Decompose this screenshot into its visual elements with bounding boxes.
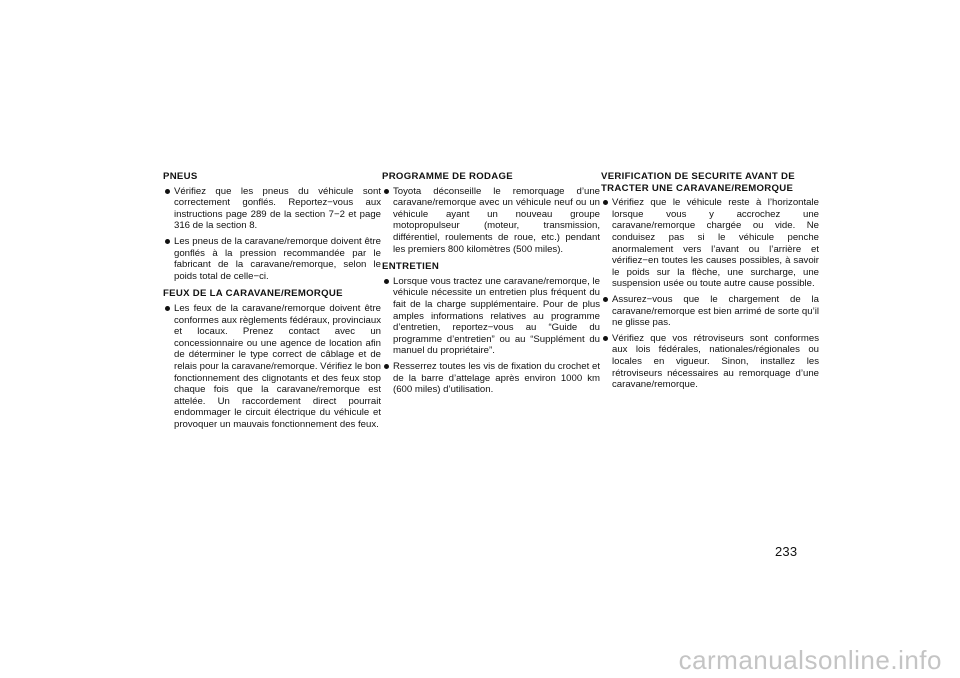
heading-feux: FEUX DE LA CARAVANE/REMORQUE (163, 288, 343, 300)
bullet-item (163, 236, 381, 282)
bullet-dot-icon (165, 306, 170, 311)
column-middle (382, 171, 600, 400)
bullet-item (163, 303, 381, 431)
heading-verification-securite: VERIFICATION DE SECURITE AVANT DE TRACTER UNE CARAVANE/REMORQUE (601, 171, 795, 194)
bullet-text: Vérifiez que les pneus du véhicule sont correctement gonflés. Reportez−vous aux instructions page 289 de la section 7−2 et page 316 de la section 8. (174, 185, 381, 232)
bullet-item (601, 294, 819, 329)
bullet-text: Toyota déconseille le remorquage d’une caravane/remorque avec un véhicule neuf ou un véhicule ayant un nouveau groupe motopropulseur (moteur, transmission, différentiel, roulements de roue, etc.) pendant les premiers 800 kilomètres (500 miles). (393, 185, 600, 255)
bullet-dot-icon (165, 239, 170, 244)
watermark-text: carmanualsonline.info (678, 645, 942, 675)
bullet-item (601, 197, 819, 290)
bullet-item (382, 276, 600, 357)
bullet-item (601, 333, 819, 391)
bullet-text: Lorsque vous tractez une caravane/remorque, le véhicule nécessite un entretien plus fréquent du fait de la charge supplémentaire. Pour de plus amples informations relatives au programme d’entretien, reportez−vous au “Guide du programme d’entretien” ou au “Supplément du manuel du propriétaire”. (393, 275, 600, 357)
bullet-dot-icon (603, 200, 608, 205)
bullet-dot-icon (384, 189, 389, 194)
bullet-item (382, 186, 600, 256)
column-right (601, 171, 819, 395)
bullet-dot-icon (384, 279, 389, 284)
bullet-text: Resserrez toutes les vis de fixation du crochet et de la barre d’attelage après environ 1000 km (600 miles) d’utilisation. (393, 360, 600, 396)
bullet-item (163, 186, 381, 232)
page-number: 233 (775, 544, 798, 559)
bullet-text: Les feux de la caravane/remorque doivent être conformes aux règlements fédéraux, provinciaux et locaux. Prenez contact avec un concessionnaire ou une agence de location afin de déterminer le type correct de câblage et de relais pour la caravane/remorque. Vérifiez le bon fonctionnement des clignotants et des feux stop chaque fois que la caravane/remorque est attelée. Un raccordement direct pourrait endommager le circuit électrique du véhicule et provoquer un mauvais fonctionnement des feux. (174, 302, 381, 430)
bullet-text: Vérifiez que le véhicule reste à l’horizontale lorsque vous y accrochez une caravane/remorque chargée ou vide. Ne conduisez pas si le véhicule penche anormalement vers l’avant ou l’arrière et vérifiez−en toutes les causes possibles, à savoir le poids sur la flèche, une surcharge, une suspension usée ou toute autre cause possible. (612, 197, 819, 290)
bullet-text: Les pneus de la caravane/remorque doivent être gonflés à la pression recommandée par le fabricant de la caravane/remorque, selon le poids total de celle−ci. (174, 235, 381, 282)
column-left (163, 171, 381, 434)
heading-programme-de-rodage: PROGRAMME DE RODAGE (382, 171, 513, 182)
bullet-dot-icon (165, 189, 170, 194)
bullet-text: Vérifiez que vos rétroviseurs sont conformes aux lois fédérales, nationales/régionales ou locales en vigueur. Sinon, installez les rétroviseurs nécessaires au remorquage d’une caravane/remorque. (612, 332, 819, 391)
bullet-text: Assurez−vous que le chargement de la caravane/remorque est bien arrimé de sorte qu’il ne glisse pas. (612, 293, 819, 329)
bullet-dot-icon (603, 297, 608, 302)
heading-entretien: ENTRETIEN (382, 261, 440, 273)
bullet-dot-icon (384, 364, 389, 369)
bullet-dot-icon (603, 336, 608, 341)
bullet-item (382, 361, 600, 396)
heading-pneus: PNEUS (163, 171, 198, 182)
